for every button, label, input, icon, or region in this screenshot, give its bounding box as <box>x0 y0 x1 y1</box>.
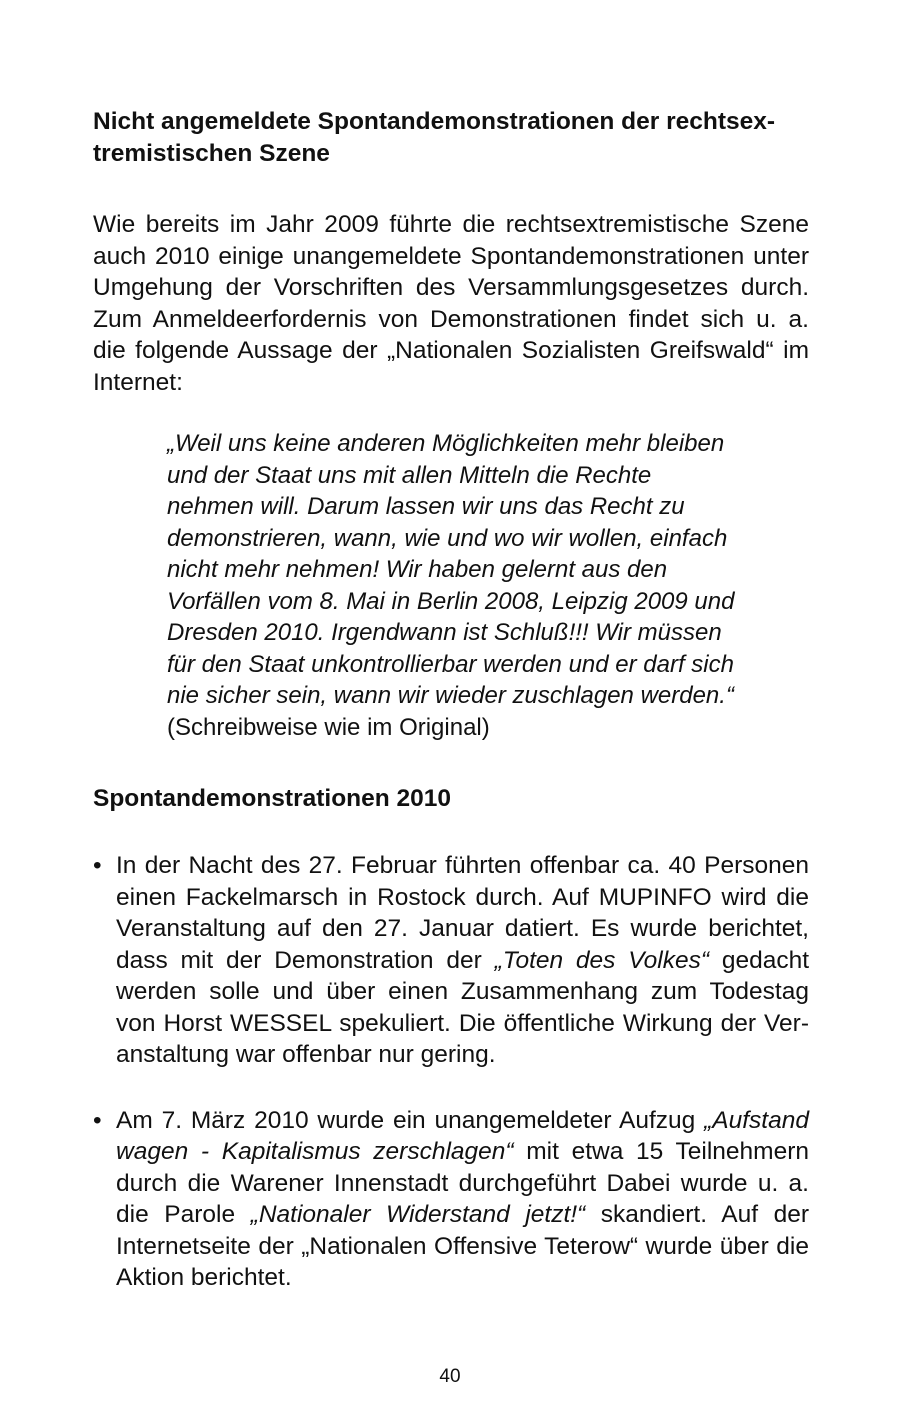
list-item-text: gedacht werden solle und über einen Zusammenhang zum Todestag von Horst WESSEL spekuliert. Die öffentliche Wirkung der Veranstaltung war offenbar nur gering. <box>116 946 810 1068</box>
page-number: 40 <box>439 1366 461 1387</box>
section-heading-spontaneous-2010: Spontandemonstrationen 2010 <box>93 785 452 812</box>
list-item-emphasis: „Toten des Volkes“ <box>494 946 710 974</box>
block-quote <box>167 428 737 743</box>
list-item <box>93 850 809 1071</box>
list-item-emphasis: „Aufstand wagen - Kapitalismus zerschlagen“ <box>116 1106 809 1165</box>
list-item-emphasis: „Nationaler Widerstand jetzt!“ <box>250 1201 586 1228</box>
bullet-icon: • <box>93 1106 102 1134</box>
list-item-text: mit etwa 15 Teilnehmern durch die Warener Innenstadt durchgeführt Dabei wurde u. a. die Parole <box>116 1138 810 1228</box>
list-item <box>93 1105 809 1294</box>
list-item-text: Am 7. März 2010 wurde ein unangemeldeter Aufzug <box>116 1106 705 1134</box>
list-item-text: In der Nacht des 27. Februar führten offenbar ca. 40 Personen einen Fackelmarsch in Rostock durch. Auf MUPINFO wird die Veranstaltung auf den 27. Januar datiert. Es wurde berichtet, dass mit der Demonstration der <box>116 852 809 974</box>
section-heading-unregistered-demonstrations: Nicht angemeldete Spontandemonstrationen der rechtsextremistischen Szene <box>93 108 776 167</box>
list-item-text: skandiert. Auf der Internetseite der „Nationalen Offensive Teterow“ wurde über die Aktion berichtet. <box>116 1201 809 1291</box>
bullet-list <box>93 850 809 1294</box>
quote-text: „Weil uns keine anderen Möglichkeiten mehr bleiben und der Staat uns mit allen Mitteln die Rechte nehmen will. Darum lassen wir uns das Recht zu demonstrieren, wann, wie und wo wir wollen, einfach nicht mehr nehmen! Wir haben gelernt aus den Vorfällen vom 8. Mai in Berlin 2008, Leipzig 2009 und Dresden 2010. Irgendwann ist Schluß!!! Wir müssen für den Staat unkontrollierbar werden und er darf sich nie sicher sein, wann wir wieder zuschlagen werden.“ <box>167 430 735 709</box>
document-page <box>93 106 809 1328</box>
quote-note: (Schreibweise wie im Original) <box>167 713 490 741</box>
intro-paragraph: Wie bereits im Jahr 2009 führte die rechtsextremistische Szene auch 2010 einige unangemeldete Spontandemonstrationen unter Umgehung der Vorschriften des Versammlungsgesetzes durch. Zum Anmeldeerfordernis von Demonstrationen findet sich u. a. die folgende Aussage der „Nationalen Sozialisten Greifswald“ im Internet: <box>93 211 809 396</box>
bullet-icon: • <box>93 852 102 879</box>
